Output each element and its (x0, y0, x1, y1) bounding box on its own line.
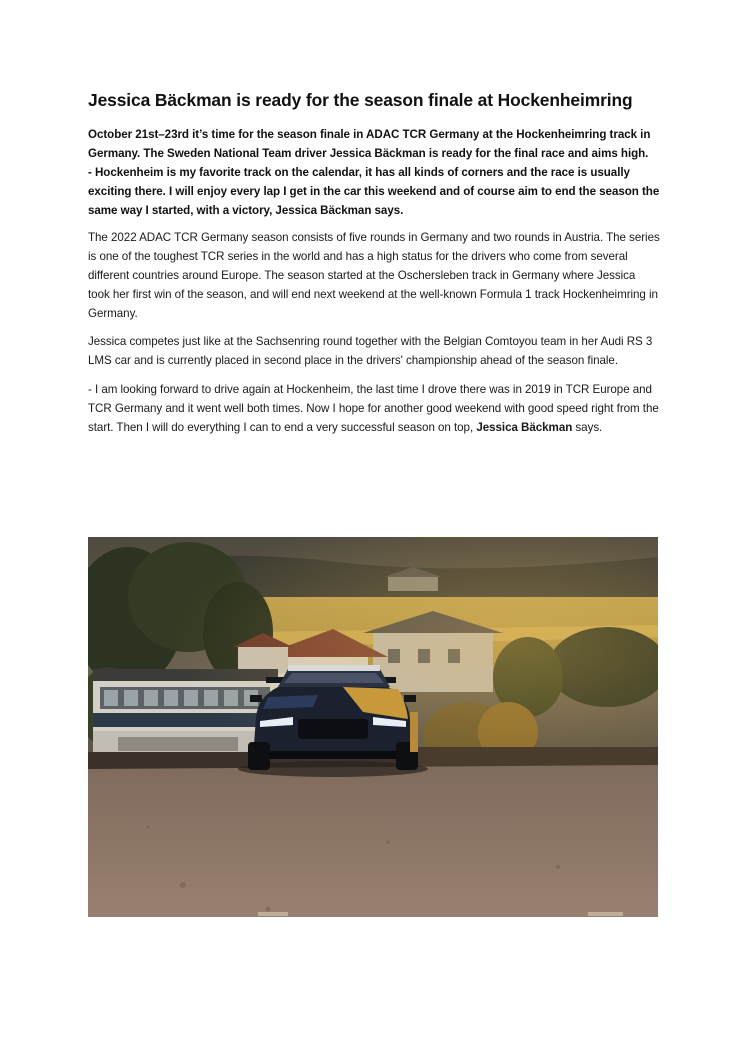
body-paragraph-3 (88, 380, 660, 437)
quote-end: says. (572, 420, 603, 434)
article-title: Jessica Bäckman is ready for the season finale at Hockenheimring (88, 90, 633, 110)
race-car (248, 665, 418, 770)
body-paragraph-1: The 2022 ADAC TCR Germany season consists of five rounds in Germany and two rounds in Austria. The series is one of the toughest TCR series in the world and has a high status for the drivers who come from several different countries around Europe. The season started at the Oschersleben track in Germany where Jessica took her first win of the season, and will end next weekend at the well-known Formula 1 track Hockenheimring in Germany. (88, 230, 660, 320)
lead-paragraph (88, 125, 660, 220)
article-body (88, 90, 660, 446)
race-car-photo-illustration (88, 537, 658, 917)
body-paragraph-2: Jessica competes just like at the Sachsenring round together with the Belgian Comtoyou team in her Audi RS 3 LMS car and is currently placed in second place in the drivers' championship ahead of the season finale. (88, 334, 653, 367)
lead-quote: - Hockenheim is my favorite track on the calendar, it has all kinds of corners and the race is usually exciting there. I will enjoy every lap I get in the car this weekend and of course aim to end the season the same way I started, with a victory, Jessica Bäckman says. (88, 165, 660, 217)
quote-text: - I am looking forward to drive again at Hockenheim, the last time I drove there was in 2019 in TCR Europe and TCR Germany and it went well both times. Now I hope for another good weekend with good speed right from the start. Then I will do everything I can to end a very successful season on top, (88, 382, 659, 434)
lead-intro: October 21st–23rd it’s time for the season finale in ADAC TCR Germany at the Hockenheimring track in Germany. The Sweden National Team driver Jessica Bäckman is ready for the final race and aims high. (88, 127, 651, 160)
quote-speaker: Jessica Bäckman (476, 420, 573, 434)
race-car-photo (88, 537, 658, 917)
